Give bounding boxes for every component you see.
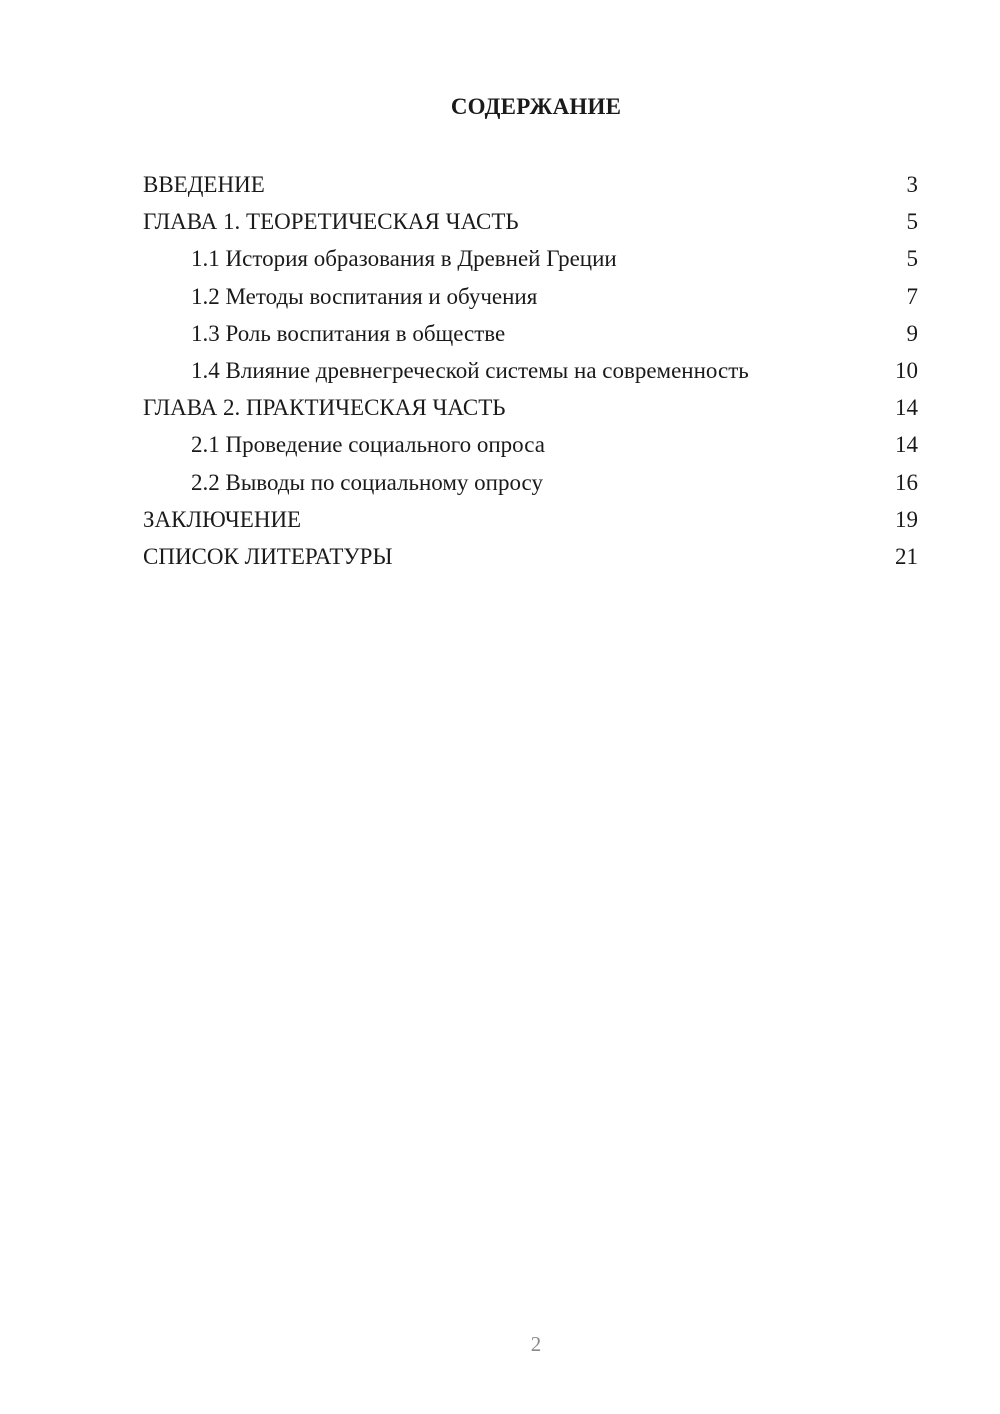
toc-entry-page: 5 xyxy=(906,209,918,235)
toc-entry-section-2-2 xyxy=(143,464,918,501)
toc-list xyxy=(143,166,918,575)
toc-entry-label: 1.3 Роль воспитания в обществе xyxy=(191,320,506,346)
toc-heading: СОДЕРЖАНИЕ xyxy=(450,94,622,119)
toc-entry-label: 2.1 Проведение социального опроса xyxy=(191,432,545,458)
toc-entry-section-1-4 xyxy=(143,352,918,389)
toc-entry-label: ГЛАВА 2. ПРАКТИЧЕСКАЯ ЧАСТЬ xyxy=(143,395,506,421)
toc-entry-page: 3 xyxy=(906,172,918,197)
toc-entry-label: 1.1 История образования в Древней Греции xyxy=(191,246,617,272)
toc-entry-label: ЗАКЛЮЧЕНИЕ xyxy=(143,506,302,532)
toc-entry-page: 10 xyxy=(895,357,918,383)
toc-entry-label: СПИСОК ЛИТЕРАТУРЫ xyxy=(143,543,393,569)
toc-entry-conclusion xyxy=(143,501,918,538)
toc-entry-page: 9 xyxy=(906,320,918,346)
toc-entry-section-1-1 xyxy=(143,240,918,277)
toc-entry-chapter-1 xyxy=(143,203,918,240)
toc-entry-label: ВВЕДЕНИЕ xyxy=(143,172,265,197)
toc-entry-section-2-1 xyxy=(143,426,918,463)
toc-entry-label: 2.2 Выводы по социальному опросу xyxy=(191,469,543,495)
toc-entry-chapter-2 xyxy=(143,389,918,426)
toc-entry-page: 16 xyxy=(895,469,918,495)
toc-entry-page: 14 xyxy=(895,432,918,458)
toc-entry-page: 21 xyxy=(895,543,918,569)
toc-entry-page: 14 xyxy=(895,395,918,421)
toc-entry-label: 1.2 Методы воспитания и обучения xyxy=(191,283,538,309)
toc-entry-label: 1.4 Влияние древнегреческой системы на современность xyxy=(191,357,749,383)
toc-entry-label: ГЛАВА 1. ТЕОРЕТИЧЕСКАЯ ЧАСТЬ xyxy=(143,209,519,235)
toc-entry-references xyxy=(143,538,918,575)
toc-entry-page: 7 xyxy=(906,283,918,309)
toc-entry-section-1-3 xyxy=(143,315,918,352)
toc-entry-page: 19 xyxy=(895,506,918,532)
page-number: 2 xyxy=(530,1332,542,1356)
toc-entry-introduction xyxy=(143,166,918,203)
toc-entry-page: 5 xyxy=(906,246,918,272)
toc-entry-section-1-2 xyxy=(143,278,918,315)
